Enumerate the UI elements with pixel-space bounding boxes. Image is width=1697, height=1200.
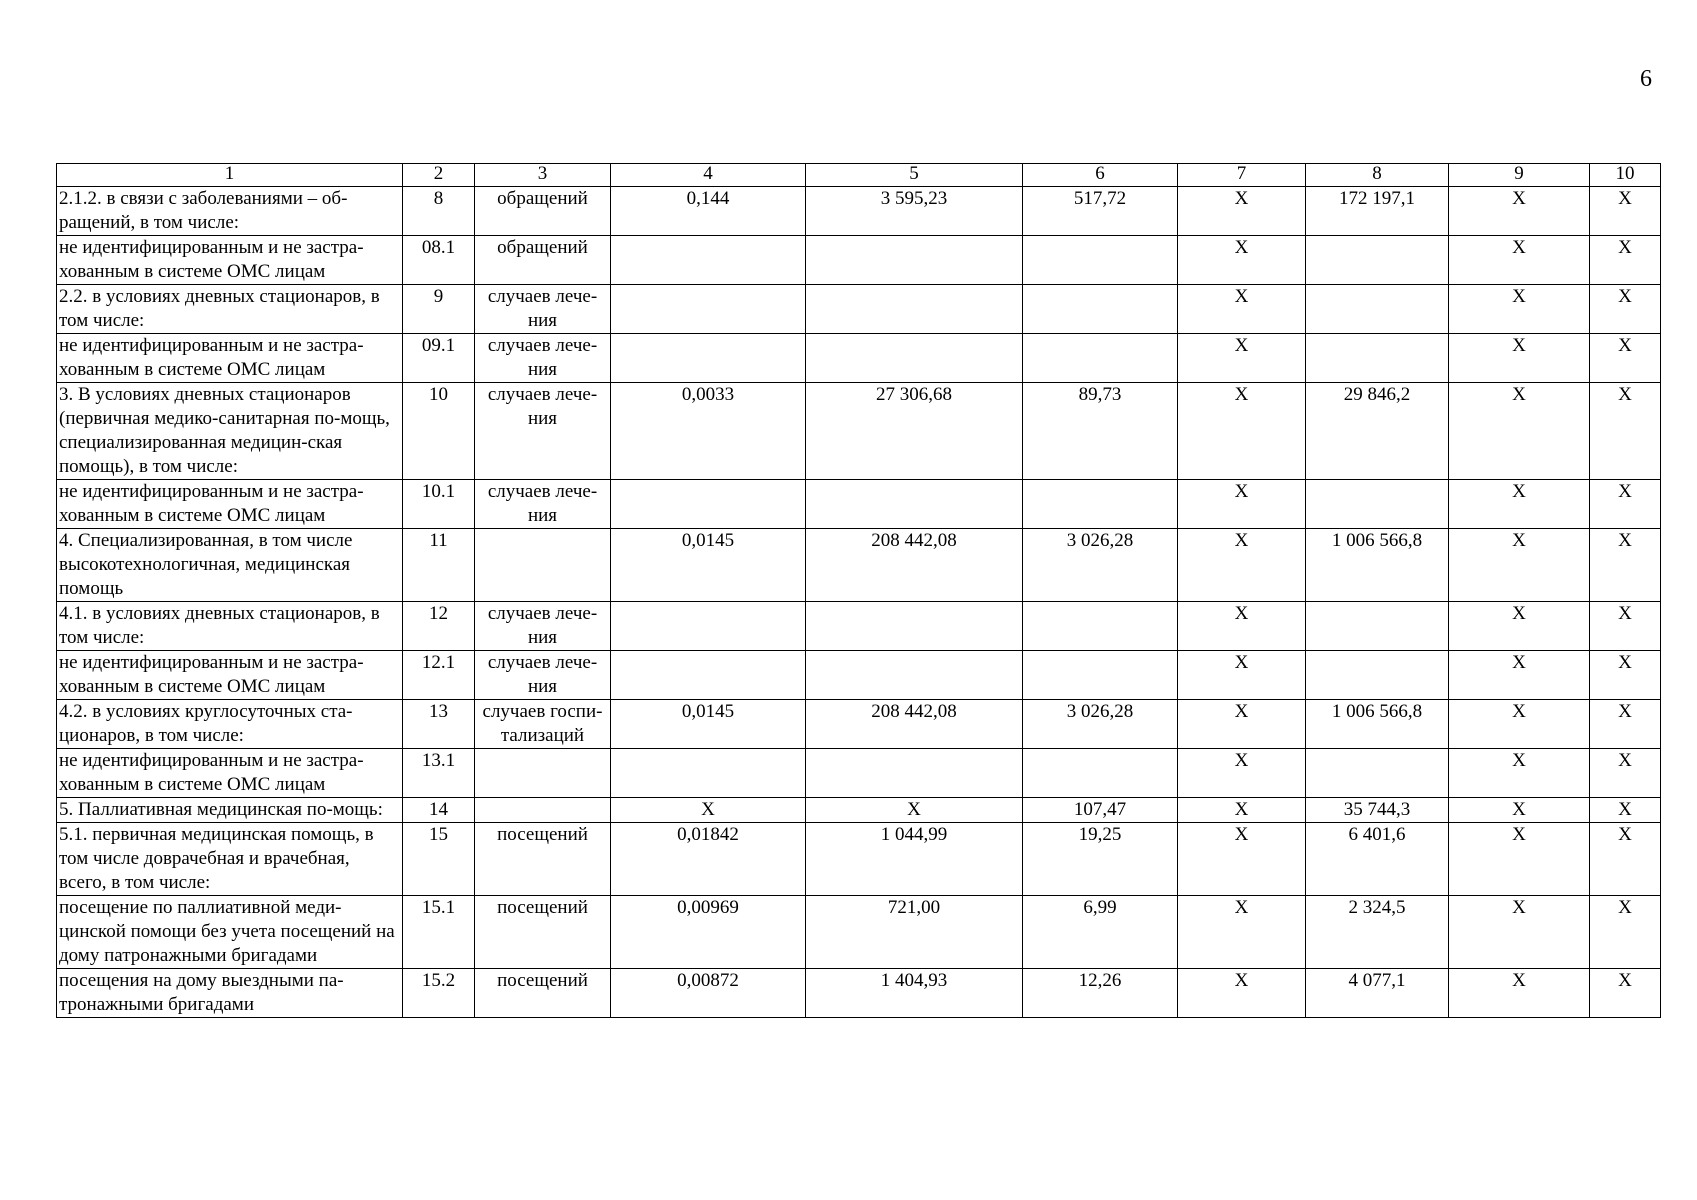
table-cell [1306,236,1449,285]
header-cell: 6 [1023,164,1178,187]
table-cell: X [1178,823,1306,896]
table-cell: 29 846,2 [1306,383,1449,480]
table-cell: посещений [475,823,611,896]
table-row [57,480,1661,529]
table-cell: 1 044,99 [806,823,1023,896]
table-cell [611,480,806,529]
table-cell [1023,480,1178,529]
table-cell [806,602,1023,651]
table-cell: X [1178,187,1306,236]
table-cell: 19,25 [1023,823,1178,896]
table-cell [806,749,1023,798]
table-cell: 1 404,93 [806,969,1023,1018]
table-cell: 107,47 [1023,798,1178,823]
table-cell: 0,0145 [611,700,806,749]
table-cell [806,236,1023,285]
table-cell [1023,602,1178,651]
table-row [57,285,1661,334]
table-cell: X [1449,529,1590,602]
table-cell: X [1590,187,1661,236]
table-row [57,236,1661,285]
table-cell: 3 026,28 [1023,529,1178,602]
table-cell: обращений [475,236,611,285]
table-cell: X [1178,480,1306,529]
table-row [57,700,1661,749]
table-cell: 15 [403,823,475,896]
table-cell: 6,99 [1023,896,1178,969]
header-cell: 8 [1306,164,1449,187]
table-cell [475,749,611,798]
header-cell: 10 [1590,164,1661,187]
table-cell: X [1449,896,1590,969]
row-label-cell: не идентифицированным и не застра-хованным в системе ОМС лицам [57,334,403,383]
row-label-cell: 4.1. в условиях дневных стационаров, в том числе: [57,602,403,651]
table-cell: посещений [475,969,611,1018]
table-cell: 1 006 566,8 [1306,529,1449,602]
table-cell: 0,01842 [611,823,806,896]
table-cell: 10.1 [403,480,475,529]
table-cell: X [1178,383,1306,480]
row-label-cell: 5.1. первичная медицинская помощь, в том числе доврачебная и врачебная, всего, в том числе: [57,823,403,896]
header-cell: 4 [611,164,806,187]
table-cell: 4 077,1 [1306,969,1449,1018]
table-cell: X [1590,285,1661,334]
table-cell: случаев лече-ния [475,480,611,529]
table-cell: случаев лече-ния [475,334,611,383]
row-label-cell: не идентифицированным и не застра-хованным в системе ОМС лицам [57,236,403,285]
table-cell [611,749,806,798]
table-cell [1306,749,1449,798]
table-cell [806,285,1023,334]
header-cell: 7 [1178,164,1306,187]
table-cell: 0,144 [611,187,806,236]
table-cell: X [1178,651,1306,700]
table-cell: 13.1 [403,749,475,798]
table-row [57,823,1661,896]
header-cell: 5 [806,164,1023,187]
table-cell: X [1590,236,1661,285]
table-cell: X [1590,602,1661,651]
header-row [57,164,1661,187]
table-cell: X [1178,749,1306,798]
table-cell: X [1449,334,1590,383]
header-cell: 3 [475,164,611,187]
table-cell: случаев лече-ния [475,383,611,480]
table-cell: 0,00872 [611,969,806,1018]
table-cell: X [1590,334,1661,383]
table-cell [1023,236,1178,285]
page-number: 6 [1640,66,1652,92]
table-cell: X [611,798,806,823]
table-cell: случаев лече-ния [475,285,611,334]
table-cell: X [1590,700,1661,749]
table-cell: X [1449,749,1590,798]
table-cell: X [1449,651,1590,700]
table-row [57,749,1661,798]
table-cell: X [1178,529,1306,602]
table-cell [806,334,1023,383]
table-cell: 208 442,08 [806,700,1023,749]
table-cell: X [1590,651,1661,700]
table-cell: случаев лече-ния [475,602,611,651]
table-cell: 0,0033 [611,383,806,480]
table-cell: X [1590,749,1661,798]
table-cell: 208 442,08 [806,529,1023,602]
table-cell: X [1178,896,1306,969]
table-cell: 35 744,3 [1306,798,1449,823]
table-cell: 2 324,5 [1306,896,1449,969]
header-cell: 2 [403,164,475,187]
table-cell [1023,651,1178,700]
table-cell: 27 306,68 [806,383,1023,480]
row-label-cell: не идентифицированным и не застра-хованным в системе ОМС лицам [57,480,403,529]
table-row [57,187,1661,236]
table-cell: 15.1 [403,896,475,969]
table-cell: 172 197,1 [1306,187,1449,236]
table-cell: X [1590,823,1661,896]
table-cell: X [1590,896,1661,969]
table-cell [806,480,1023,529]
table-row [57,383,1661,480]
data-table [56,163,1661,1018]
table-cell: X [1178,602,1306,651]
row-label-cell: не идентифицированным и не застра-хованным в системе ОМС лицам [57,651,403,700]
table-cell: 0,0145 [611,529,806,602]
table-cell [1306,602,1449,651]
header-cell: 1 [57,164,403,187]
table-cell: 12 [403,602,475,651]
table-row [57,798,1661,823]
table-cell: 9 [403,285,475,334]
table-cell: X [1449,187,1590,236]
row-label-cell: 3. В условиях дневных стационаров (первичная медико-санитарная по-мощь, специализированная медицин-ская помощь), в том числе: [57,383,403,480]
table-cell [611,236,806,285]
table-cell: X [1449,285,1590,334]
table-cell [611,651,806,700]
table-cell: X [1178,285,1306,334]
table-row [57,651,1661,700]
table-cell [1306,334,1449,383]
table-cell: X [1178,969,1306,1018]
table-cell: 6 401,6 [1306,823,1449,896]
table-cell: X [1178,798,1306,823]
header-cell: 9 [1449,164,1590,187]
table-cell: случаев лече-ния [475,651,611,700]
row-label-cell: 2.2. в условиях дневных стационаров, в том числе: [57,285,403,334]
table-cell [1023,749,1178,798]
table-cell: 08.1 [403,236,475,285]
table-cell [611,285,806,334]
table-row [57,896,1661,969]
table-cell: X [1449,823,1590,896]
row-label-cell: посещение по паллиативной меди-цинской помощи без учета посещений на дому патронажными бригадами [57,896,403,969]
table-row [57,602,1661,651]
table-cell: 517,72 [1023,187,1178,236]
table-cell: 13 [403,700,475,749]
table-cell [611,602,806,651]
table-cell: X [1449,236,1590,285]
row-label-cell: 4. Специализированная, в том числе высокотехнологичная, медицинская помощь [57,529,403,602]
table-cell: X [1449,383,1590,480]
table-cell: X [1590,798,1661,823]
table-cell [611,334,806,383]
table-cell: X [1449,602,1590,651]
table-cell: X [806,798,1023,823]
table-cell [475,798,611,823]
row-label-cell: 5. Паллиативная медицинская по-мощь: [57,798,403,823]
table-cell [1023,334,1178,383]
table-cell: 11 [403,529,475,602]
row-label-cell: посещения на дому выездными па-тронажными бригадами [57,969,403,1018]
table-cell: посещений [475,896,611,969]
table-cell: случаев госпи-тализаций [475,700,611,749]
table-cell: 721,00 [806,896,1023,969]
table-cell: 12.1 [403,651,475,700]
row-label-cell: 4.2. в условиях круглосуточных ста-ционаров, в том числе: [57,700,403,749]
table-cell: 3 026,28 [1023,700,1178,749]
table-row [57,529,1661,602]
table-row [57,334,1661,383]
table-cell: 15.2 [403,969,475,1018]
table-row [57,969,1661,1018]
table-cell: X [1590,480,1661,529]
table-cell: X [1590,383,1661,480]
table-cell [1306,651,1449,700]
table-cell: X [1590,529,1661,602]
table-cell: 09.1 [403,334,475,383]
table-cell [806,651,1023,700]
table-cell: 3 595,23 [806,187,1023,236]
table-cell [1306,285,1449,334]
table-cell: X [1178,334,1306,383]
table-cell: обращений [475,187,611,236]
row-label-cell: не идентифицированным и не застра-хованным в системе ОМС лицам [57,749,403,798]
table-cell: 0,00969 [611,896,806,969]
table-cell: X [1449,700,1590,749]
table-cell: 1 006 566,8 [1306,700,1449,749]
table-cell: 14 [403,798,475,823]
table-cell: X [1449,969,1590,1018]
table-cell [475,529,611,602]
table-cell [1023,285,1178,334]
table-cell: 10 [403,383,475,480]
table-cell: 89,73 [1023,383,1178,480]
table-cell: X [1590,969,1661,1018]
table-cell: X [1178,236,1306,285]
table-cell: X [1449,798,1590,823]
table-cell: 8 [403,187,475,236]
row-label-cell: 2.1.2. в связи с заболеваниями – об-ращений, в том числе: [57,187,403,236]
table-cell [1306,480,1449,529]
table-cell: X [1449,480,1590,529]
table-cell: 12,26 [1023,969,1178,1018]
table-cell: X [1178,700,1306,749]
